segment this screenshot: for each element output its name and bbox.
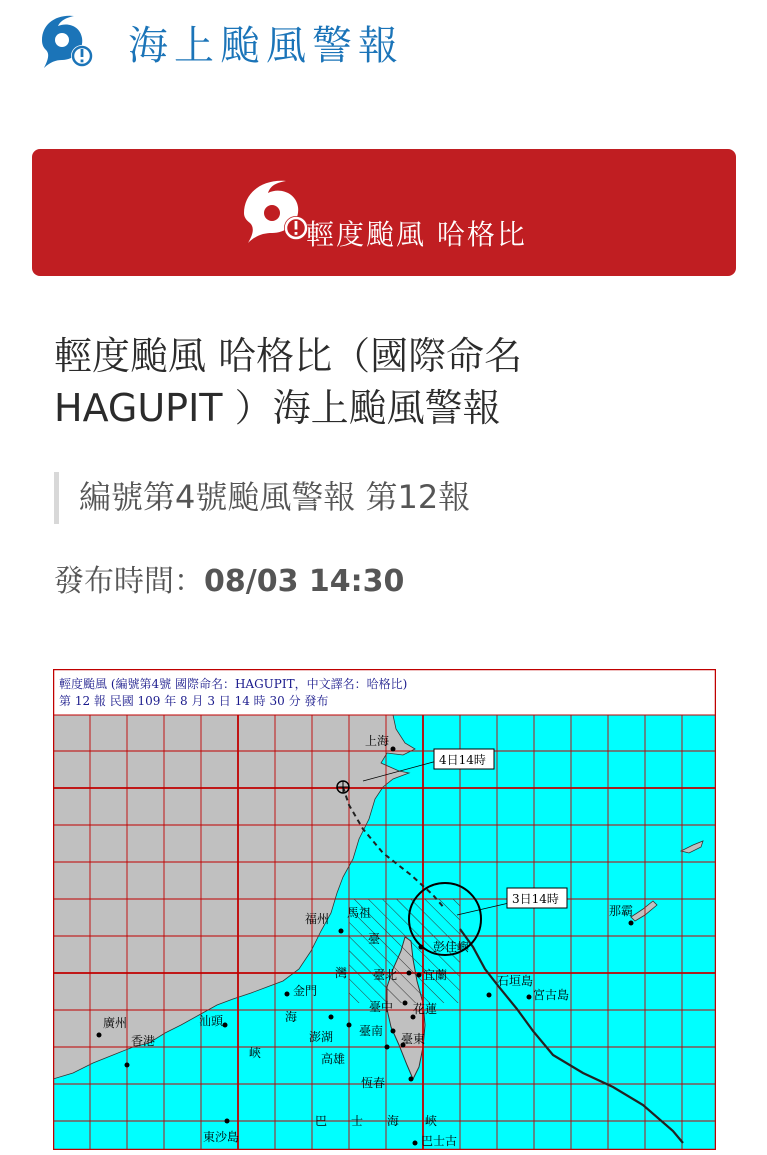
label-basco: 巴士古 xyxy=(421,1134,458,1148)
label-hualien: 花蓮 xyxy=(413,1002,438,1016)
label-shanghai: 上海 xyxy=(365,734,390,748)
label-tainan: 臺南 xyxy=(359,1024,384,1038)
label-taipei: 臺北 xyxy=(373,968,398,982)
label-fuzhou: 福州 xyxy=(305,912,330,926)
label-bashi-4: 峽 xyxy=(425,1114,438,1128)
issued-time-value: 08/03 14:30 xyxy=(204,564,405,599)
typhoon-track-map[interactable] xyxy=(53,669,716,1150)
typhoon-warning-icon[interactable] xyxy=(34,10,96,72)
label-taichung: 臺中 xyxy=(369,1000,394,1014)
label-strait-4: 峽 xyxy=(249,1046,262,1060)
label-hongkong: 香港 xyxy=(131,1034,156,1048)
label-yilan: 宜蘭 xyxy=(423,968,448,982)
map-header-box xyxy=(53,669,716,715)
label-shantou: 汕頭 xyxy=(199,1014,224,1028)
label-bashi-2: 士 xyxy=(351,1114,364,1128)
app-title: 海上颱風警報 xyxy=(128,23,404,69)
label-strait-2: 灣 xyxy=(335,966,348,980)
label-hengchun: 恆春 xyxy=(361,1076,386,1090)
label-kinmen: 金門 xyxy=(293,984,318,998)
label-strait-3: 海 xyxy=(285,1010,298,1024)
headline-line-2: HAGUPIT ）海上颱風警報 xyxy=(54,386,501,430)
current-callout-label: 3日14時 xyxy=(512,892,559,906)
label-pengjiayu: 彭佳嶼 xyxy=(433,940,470,954)
label-mazu: 馬祖 xyxy=(347,906,372,920)
app-header xyxy=(0,0,767,80)
issued-time xyxy=(54,556,404,600)
label-strait-1: 臺 xyxy=(368,932,381,946)
typhoon-alert-banner[interactable] xyxy=(32,149,736,276)
warning-number: 編號第4號颱風警報 第12報 xyxy=(54,472,470,524)
forecast-callout-label: 4日14時 xyxy=(439,753,486,767)
label-naha: 那霸 xyxy=(609,904,634,918)
warning-headline xyxy=(54,330,714,434)
issued-time-label: 發布時間： xyxy=(54,564,204,599)
map-header-line-2: 第 12 報 民國 109 年 8 月 3 日 14 時 30 分 發布 xyxy=(59,694,329,708)
label-bashi-1: 巴 xyxy=(315,1114,328,1128)
headline-line-1: 輕度颱風 哈格比（國際命名 xyxy=(54,334,523,378)
label-miyako: 宮古島 xyxy=(533,988,570,1002)
map-header-line-1: 輕度颱風 (編號第4號 國際命名：HAGUPIT，中文譯名：哈格比) xyxy=(59,677,408,691)
label-dongsha: 東沙島 xyxy=(203,1130,240,1144)
label-guangzhou: 廣州 xyxy=(103,1016,128,1030)
label-penghu: 澎湖 xyxy=(309,1030,334,1044)
label-kaohsiung: 高雄 xyxy=(321,1052,346,1066)
banner-label: 輕度颱風 哈格比 xyxy=(306,218,527,251)
label-ishigaki: 石垣島 xyxy=(497,974,534,988)
label-taitung: 臺東 xyxy=(401,1032,426,1046)
label-bashi-3: 海 xyxy=(387,1114,400,1128)
